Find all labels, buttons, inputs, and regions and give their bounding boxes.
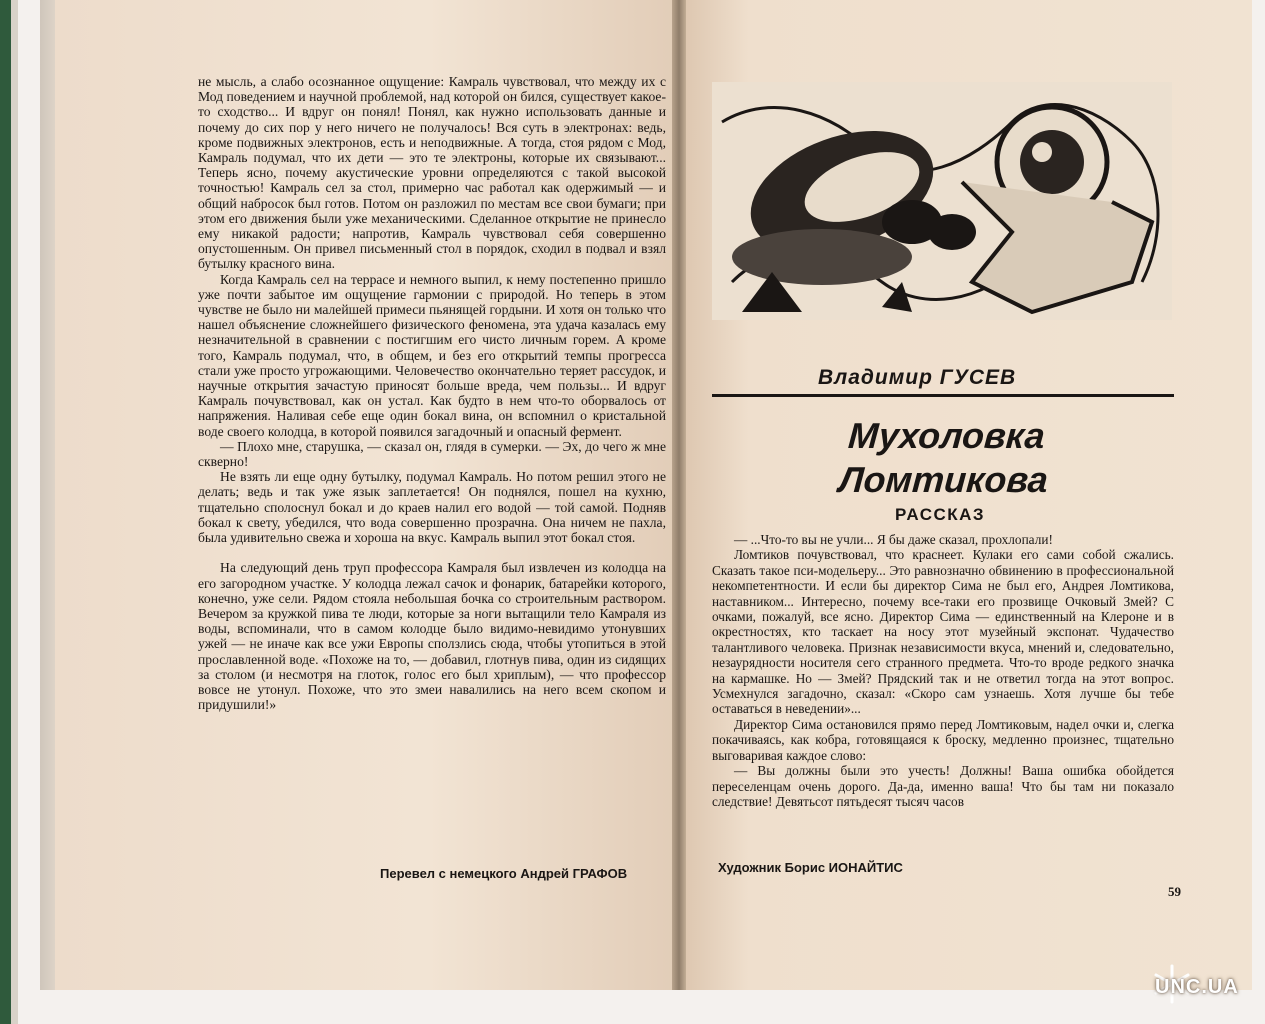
left-page-text (198, 74, 666, 712)
watermark: UNC.UA (1155, 976, 1239, 998)
paragraph: Директор Сима остановился прямо перед Ломтиковым, надел очки и, слегка покачиваясь, как кобра, готовящаяся к броску, медленно произнес, тщательно выговаривая каждое слово: (712, 716, 1174, 763)
translator-credit: Перевел с немецкого Андрей ГРАФОВ (380, 866, 628, 881)
section-gap (198, 545, 666, 560)
divider-rule (712, 394, 1174, 397)
title-line-1: Мухоловка (846, 415, 1047, 456)
author-name: Владимир ГУСЕВ (818, 366, 1017, 389)
paragraph: не мысль, а слабо осознанное ощущение: Камраль чувствовал, что между их с Мод поведением и научной проблемой, над которой он бился, существует какое-то сходство... И вдруг он понял! Понял, как нужно использовать данные и почему до сих пор у него ничего не получалось! Вся суть в электронах: ведь, кроме подвижных электронов, есть и неподвижные. А тогда, стоя рядом с Мод, Камраль подумал, что их дети — это те электроны, которые их связывают... Теперь ясно, почему акустические уровни определяются с такой высокой точностью! Камраль сел за стол, примерно час работал как одержимый — и общий набросок был готов. Потом он разложил по местам все свои бумаги; при этом его движения были уже механическими. Сделанное открытие не принесло ему никакой радости; напротив, Камраль чувствовал себя совершенно опустошенным. Он привел письменный стол в порядок, сходил в подвал и взял бутылку красного вина. (198, 74, 666, 272)
background-edge (0, 0, 40, 1024)
book-gutter (672, 0, 686, 995)
story-illustration (712, 82, 1172, 320)
paragraph: Ломтиков почувствовал, что краснеет. Кулаки его сами собой сжались. Сказать такое пси-модельеру... Это равнозначно обвинению в профессиональной некомпетентности. И если бы директор Сима не был его, Андрея Ломтикова, наставником... Интересно, почему все-таки его прозвище Очковый Змей? С очками, пожалуй, все ясно. Директор Сима — единственный на Клероне и в окрестностях, кто таскает на носу этот музейный экспонат. Чудачество талантливого человека. Признак независимости вкуса, мнений и, следовательно, незаурядности носителя сего странного предмета. Что-то вроде редкого значка на кармашке. Но — Змей? Прядский так и не ответил тогда на этот вопрос. Усмехнулся загадочно, сказал: «Скоро сам узнаешь. Хотя лучше бы тебе оставаться в неведении»... (712, 547, 1174, 717)
right-page-text (712, 532, 1174, 809)
paragraph: Когда Камраль сел на террасе и немного выпил, к нему постепенно пришло уже почти забытое им ощущение гармонии с природой. Но теперь в этом чувстве не было ни малейшей примеси пьянящей гордыни. И хотя он только что нашел объяснение сложнейшего физического феномена, эта удача казалась ему незначительной в сравнении с постигшим его чисто личным горем. А кроме того, Камраль подумал, что, в общем, и без его открытий темпы прогресса стали уже просто угрожающими. Человечество окончательно теряет рассудок, и научные открытия зачастую приносят больше вреда, чем пользы... И вдруг Камраль почувствовал, как он устал. Как будто в нем что-то оборвалось от напряжения. Наливая себе еще один бокал вина, он вспомнил о кристальной воде своего колодца, в которой появился загадочный и опасный фермент. (198, 271, 666, 439)
background-bottom (40, 990, 1265, 1024)
page-number: 59 (1168, 884, 1181, 899)
genre-label: РАССКАЗ (895, 505, 986, 524)
illustrator-credit: Художник Борис ИОНАЙТИС (718, 860, 903, 875)
paragraph: Не взять ли еще одну бутылку, подумал Камраль. Но потом решил этого не делать; ведь и так уже язык заплетается! Он поднялся, пошел на кухню, тщательно сполоснул бокал и до краев налил его водой — той самой. Подняв бокал к свету, убедился, что вода совершенно прозрачна. Она ничем не пахла, была удивительно свежа и хороша на вкус. Камраль выпил этот бокал стоя. (198, 469, 666, 546)
paragraph: — Плохо мне, старушка, — сказал он, глядя в сумерки. — Эх, до чего ж мне скверно! (198, 438, 666, 470)
title-line-2: Ломтикова (837, 459, 1050, 500)
paragraph: На следующий день труп профессора Камраля был извлечен из колодца на его загородном участке. У колодца лежал сачок и фонарик, батарейки которого, конечно, уже сели. Рядом стояла небольшая бочка со строительным раствором. Вечером за кружкой пива те люди, которые за ноги вытащили тело Камраля из воды, вспоминали, что в самом колодце было видимо-невидимо утонувших ужей — не иначе как все ужи Европы сползлись сюда, чтобы утопиться в этой прославленной воде. «Похоже на то, — добавил, глотнув пива, один из сидящих за столом (и несмотря на глоток, голос его был хриплым), — что профессор вовсе не утонул. Похоже, что это змеи навалились на него всем скопом и придушили!» (198, 560, 666, 713)
story-title (817, 414, 1073, 502)
paragraph: — ...Что-то вы не учли... Я бы даже сказал, прохлопали! (734, 532, 1053, 547)
paragraph: — Вы должны были это учесть! Должны! Ваша ошибка обойдется переселенцам очень дорого. Да-да, именно ваша! Что бы там ни показало следствие! Девятьсот пятьдесят тысяч часов (712, 763, 1174, 809)
